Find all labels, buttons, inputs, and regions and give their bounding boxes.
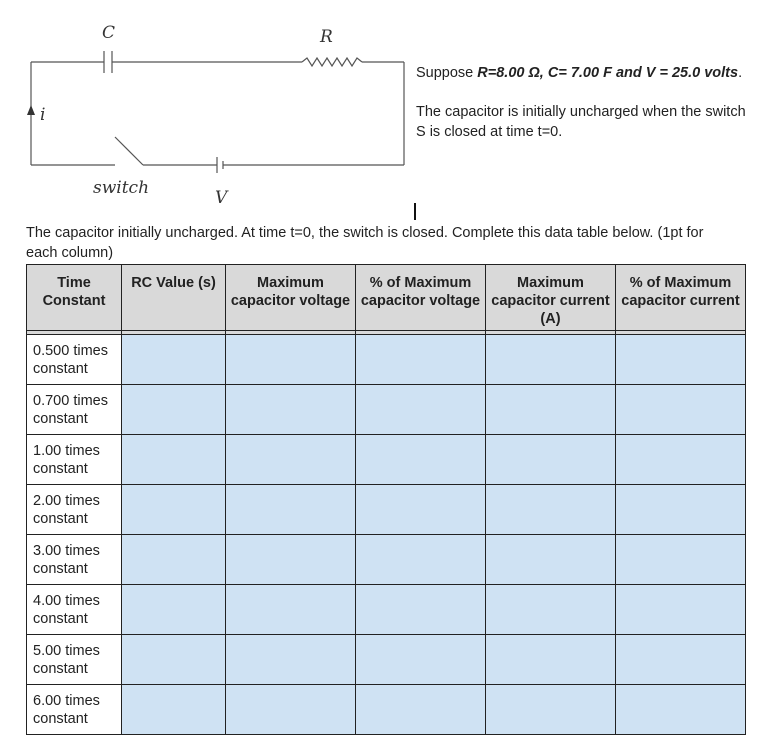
- suppose-suffix: .: [738, 65, 743, 81]
- battery-label: V: [215, 188, 228, 208]
- pct-current-cell[interactable]: [616, 535, 746, 585]
- pct-voltage-cell[interactable]: [356, 485, 486, 535]
- resistor-label: R: [320, 27, 333, 47]
- pct-current-cell[interactable]: [616, 485, 746, 535]
- max-current-cell[interactable]: [486, 585, 616, 635]
- rc-value-cell[interactable]: [122, 435, 226, 485]
- pct-voltage-cell[interactable]: [356, 335, 486, 385]
- switch-symbol: [115, 137, 143, 165]
- row-label: 3.00 times constant: [27, 535, 122, 585]
- header-max-voltage: Maximum capacitor voltage: [226, 265, 356, 331]
- rc-value-cell[interactable]: [122, 685, 226, 735]
- row-label: 5.00 times constant: [27, 635, 122, 685]
- rc-value-cell[interactable]: [122, 635, 226, 685]
- max-voltage-cell[interactable]: [226, 535, 356, 585]
- max-voltage-cell[interactable]: [226, 335, 356, 385]
- switch-label: switch: [93, 178, 150, 198]
- max-voltage-cell[interactable]: [226, 635, 356, 685]
- header-pct-max-current: % of Maximum capacitor current: [616, 265, 746, 331]
- row-label: 1.00 times constant: [27, 435, 122, 485]
- table-row: [27, 485, 746, 535]
- max-current-cell[interactable]: [486, 385, 616, 435]
- current-arrow-icon: [27, 105, 35, 115]
- row-label: 4.00 times constant: [27, 585, 122, 635]
- pct-current-cell[interactable]: [616, 585, 746, 635]
- pct-voltage-cell[interactable]: [356, 535, 486, 585]
- pct-voltage-cell[interactable]: [356, 635, 486, 685]
- pct-current-cell[interactable]: [616, 435, 746, 485]
- rc-value-cell[interactable]: [122, 335, 226, 385]
- table-row: [27, 535, 746, 585]
- capacitor-label: C: [102, 23, 116, 43]
- pct-voltage-cell[interactable]: [356, 385, 486, 435]
- max-current-cell[interactable]: [486, 685, 616, 735]
- instructions: The capacitor initially uncharged. At time t=0, the switch is closed. Complete this data table below. (1pt for each column): [26, 225, 704, 261]
- pct-voltage-cell[interactable]: [356, 585, 486, 635]
- text-cursor: [414, 203, 416, 220]
- suppose-prefix: Suppose: [416, 65, 478, 81]
- max-voltage-cell[interactable]: [226, 685, 356, 735]
- max-current-cell[interactable]: [486, 435, 616, 485]
- pct-current-cell[interactable]: [616, 335, 746, 385]
- row-label: 6.00 times constant: [27, 685, 122, 735]
- header-max-current: Maximum capacitor current (A): [486, 265, 616, 331]
- table-row: [27, 635, 746, 685]
- max-current-cell[interactable]: [486, 335, 616, 385]
- data-table: [26, 264, 746, 735]
- pct-current-cell[interactable]: [616, 635, 746, 685]
- current-label: i: [40, 105, 46, 125]
- table-row: [27, 435, 746, 485]
- resistor-symbol: [302, 58, 362, 66]
- row-label: 2.00 times constant: [27, 485, 122, 535]
- initial-condition: The capacitor is initially uncharged when the switch S is closed at time t=0.: [416, 104, 746, 140]
- max-current-cell[interactable]: [486, 535, 616, 585]
- rc-value-cell[interactable]: [122, 485, 226, 535]
- pct-current-cell[interactable]: [616, 685, 746, 735]
- rc-value-cell[interactable]: [122, 585, 226, 635]
- table-row: [27, 685, 746, 735]
- rc-value-cell[interactable]: [122, 535, 226, 585]
- row-label: 0.700 times constant: [27, 385, 122, 435]
- table-row: [27, 585, 746, 635]
- max-voltage-cell[interactable]: [226, 385, 356, 435]
- pct-voltage-cell[interactable]: [356, 435, 486, 485]
- header-rc-value: RC Value (s): [122, 265, 226, 331]
- table-row: [27, 385, 746, 435]
- row-label: 0.500 times constant: [27, 335, 122, 385]
- max-current-cell[interactable]: [486, 485, 616, 535]
- table-row: [27, 335, 746, 385]
- header-time-constant: Time Constant: [27, 265, 122, 331]
- pct-voltage-cell[interactable]: [356, 685, 486, 735]
- given-values: R=8.00 Ω, C= 7.00 F and V = 25.0 volts: [477, 65, 739, 81]
- rc-value-cell[interactable]: [122, 385, 226, 435]
- max-voltage-cell[interactable]: [226, 585, 356, 635]
- max-voltage-cell[interactable]: [226, 485, 356, 535]
- max-current-cell[interactable]: [486, 635, 616, 685]
- pct-current-cell[interactable]: [616, 385, 746, 435]
- problem-statement: [416, 63, 756, 161]
- rc-circuit-diagram: [0, 0, 410, 215]
- header-pct-max-voltage: % of Maximum capacitor voltage: [356, 265, 486, 331]
- max-voltage-cell[interactable]: [226, 435, 356, 485]
